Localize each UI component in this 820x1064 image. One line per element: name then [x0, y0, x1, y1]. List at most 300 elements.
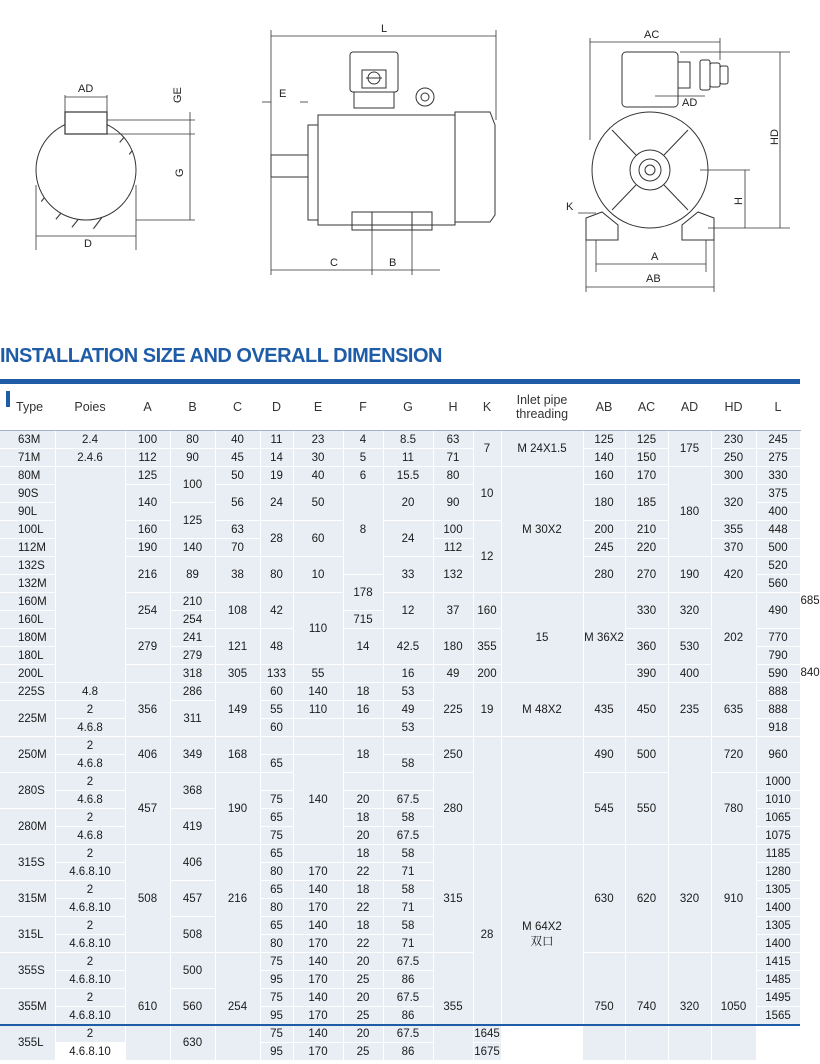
cell-d: 48: [260, 629, 293, 665]
cell-g: 11: [383, 449, 433, 467]
cell-c: 45: [215, 449, 260, 467]
cell-f: 8: [343, 485, 383, 575]
cell-ad: [668, 737, 711, 845]
cell-poles: 4.6.8.10: [55, 899, 125, 917]
cell-b: 500: [170, 953, 215, 989]
inlet-thread-value: M 64X2: [522, 920, 562, 933]
cell-poles: 2.4: [55, 431, 125, 449]
cell-ad: 320: [668, 953, 711, 1061]
label-a: A: [651, 251, 659, 263]
cell-ab: 330: [625, 593, 668, 629]
table-row: 200L 318 305 133 55 16 49 200 390 400 590 840: [0, 665, 800, 683]
cell-l: 400: [756, 503, 800, 521]
cell-c: 168: [215, 737, 260, 773]
cell-hd: 230: [711, 431, 756, 449]
cell-e: [293, 737, 343, 755]
cell-f: [343, 719, 383, 737]
col-d: D: [260, 384, 293, 431]
cell-ab: 355: [473, 629, 501, 665]
cell-g: 58: [383, 881, 433, 899]
cell-l: 770: [756, 629, 800, 647]
cell-type: 160L: [0, 611, 55, 629]
cell-b: 508: [170, 917, 215, 953]
cell-poles: 4.6.8.10: [55, 935, 125, 953]
cell-poles: 2: [55, 953, 125, 971]
label-e: E: [279, 88, 287, 100]
cell-l: 1400: [756, 899, 800, 917]
cell-f: 16: [383, 665, 433, 683]
col-h: H: [433, 384, 473, 431]
cell-g: 86: [383, 1007, 433, 1025]
cell-e: 140: [293, 755, 343, 845]
cell-c: 89: [170, 557, 215, 593]
cell-type: 280M: [0, 809, 55, 845]
cell-e: [293, 719, 343, 737]
cell-type: 280S: [0, 773, 55, 809]
cell-ac: 210: [625, 521, 668, 539]
label-b: B: [389, 257, 397, 269]
cell-ab: 245: [583, 539, 625, 557]
cell-h: 80: [433, 467, 473, 485]
cell-e: 170: [293, 935, 343, 953]
cell-f: 20: [343, 953, 383, 971]
cell-b: 125: [170, 503, 215, 539]
cell-poles: 4.6.8: [55, 719, 125, 737]
cell-ac: 125: [625, 431, 668, 449]
cell-ad: 202: [711, 593, 756, 683]
cell-c: 63: [215, 521, 260, 539]
cell-ab: 390: [625, 665, 668, 683]
cell-g: 67.5: [383, 1025, 433, 1043]
cell-b: 311: [170, 701, 215, 737]
cell-h: 63: [433, 431, 473, 449]
cell-f: 25: [343, 1007, 383, 1025]
cell-poles: 2: [55, 809, 125, 827]
cell-e: 50: [293, 485, 343, 521]
cell-b: 80: [170, 431, 215, 449]
cell-h: 180: [433, 629, 473, 665]
cell-ac: 220: [625, 539, 668, 557]
cell-c: 254: [215, 953, 260, 1061]
cell-e: 30: [293, 449, 343, 467]
cell-f: 14: [343, 629, 383, 665]
cell-poles: 4.6.8: [55, 791, 125, 809]
cell-g: 42.5: [383, 629, 433, 665]
cell-l: 1305: [756, 881, 800, 899]
cell-hd: 355: [711, 521, 756, 539]
cell-f: 12: [383, 593, 433, 629]
cell-poles: 2: [55, 845, 125, 863]
cell-f: 18: [343, 809, 383, 827]
table-row: [0, 737, 800, 755]
cell-l: 1010: [756, 791, 800, 809]
cell-c: 56: [215, 485, 260, 521]
cell-f: 22: [343, 935, 383, 953]
col-hd: HD: [711, 384, 756, 431]
cell-d: 75: [260, 989, 293, 1007]
cell-g: 33: [383, 557, 433, 593]
label-hd: HD: [769, 129, 781, 145]
cell-f: 22: [343, 863, 383, 881]
cell-ac: 150: [625, 449, 668, 467]
cell-l: 1495: [756, 989, 800, 1007]
cell-f: 10: [293, 557, 343, 593]
cell-f: 5: [343, 449, 383, 467]
col-k: K: [473, 384, 501, 431]
cell-c: 190: [215, 773, 260, 845]
table-row: [0, 683, 800, 701]
label-d: D: [84, 238, 92, 250]
label-ad-front: AD: [682, 97, 698, 109]
cell-g: 53: [383, 719, 433, 737]
cell-l: 1485: [756, 971, 800, 989]
col-inlet-line2: threading: [515, 407, 569, 421]
cell-l: 520: [756, 557, 800, 575]
cell-d: 14: [260, 449, 293, 467]
cell-ab: 490: [583, 737, 625, 773]
cell-a: 190: [125, 539, 170, 557]
cell-e: 140: [293, 989, 343, 1007]
cell-b: 90: [170, 449, 215, 467]
cell-ac: 170: [625, 467, 668, 485]
cell-a: 406: [125, 737, 170, 773]
cell-k: 15: [501, 593, 583, 683]
cell-l: 1280: [756, 863, 800, 881]
cell-ab: 630: [583, 845, 625, 953]
cell-f: 20: [343, 1025, 383, 1043]
cell-k: 7: [473, 431, 501, 467]
cell-hd: 250: [711, 449, 756, 467]
cell-g: 53: [383, 683, 433, 701]
cell-c: 149: [215, 683, 260, 737]
cell-b: 630: [170, 1025, 215, 1061]
cell-ac: 400: [668, 665, 711, 683]
cell-hd: 780: [711, 773, 756, 845]
cell-b: 210: [170, 593, 215, 611]
cell-type: 90L: [0, 503, 55, 521]
cell-d: 75: [260, 791, 293, 809]
cell-l: 1000: [756, 773, 800, 791]
cell-b: 368: [170, 773, 215, 809]
cell-e: 170: [293, 1043, 343, 1061]
shaft-end-view: [0, 83, 195, 250]
cell-a: 112: [125, 449, 170, 467]
col-inlet: [501, 384, 583, 431]
cell-f: 18: [343, 683, 383, 701]
cell-d: 55: [293, 665, 343, 683]
cell-h: 280: [433, 773, 473, 845]
col-f: F: [343, 384, 383, 431]
cell-h: 355: [433, 953, 473, 1061]
cell-type: 225S: [0, 683, 55, 701]
cell-d: 80: [260, 899, 293, 917]
label-ge: GE: [172, 87, 184, 103]
cell-f: 25: [343, 1043, 383, 1061]
cell-poles: 2: [55, 917, 125, 935]
cell-c: 216: [215, 845, 260, 953]
cell-l: 960: [756, 737, 800, 773]
cell-type: 180M: [0, 629, 55, 647]
cell-l: 330: [756, 467, 800, 485]
col-g: G: [383, 384, 433, 431]
cell-d: 75: [260, 953, 293, 971]
cell-k: 19: [473, 683, 501, 737]
dimension-table-container: [0, 384, 820, 1058]
cell-a: 279: [125, 629, 170, 665]
cell-l: 1415: [756, 953, 800, 971]
cell-poles: [55, 467, 125, 683]
cell-ad: 175: [668, 431, 711, 467]
table-header-row: [0, 384, 800, 431]
cell-e: 140: [293, 917, 343, 935]
cell-b: 457: [170, 881, 215, 917]
cell-e: 140: [293, 881, 343, 899]
cell-f: 20: [343, 791, 383, 809]
cell-d: 65: [260, 881, 293, 899]
cell-f: 18: [343, 881, 383, 899]
cell-hd: 420: [711, 557, 756, 593]
cell-e: 60: [293, 521, 343, 557]
cell-f: [343, 773, 383, 791]
cell-ac: 740: [625, 953, 668, 1061]
cell-d: 38: [215, 557, 260, 593]
cell-inlet: [501, 845, 583, 1025]
side-view: [262, 23, 496, 275]
cell-d: 60: [260, 683, 293, 701]
cell-poles: 4.6.8.10: [55, 971, 125, 989]
cell-l: 448: [756, 521, 800, 539]
inlet-double-port: 双口: [530, 935, 554, 948]
cell-b: 419: [170, 809, 215, 845]
cell-poles: 4.6.8.10: [55, 1043, 125, 1061]
cell-b: 241: [170, 629, 215, 647]
cell-hd: 530: [668, 629, 711, 665]
cell-d: 95: [260, 1043, 293, 1061]
cell-ac: 450: [625, 683, 668, 737]
cell-poles: 2.4.6: [55, 449, 125, 467]
cell-g: 58: [383, 755, 433, 773]
cell-l: 1400: [756, 935, 800, 953]
cell-inlet: M 36X2: [583, 593, 625, 683]
cell-g: 67.5: [383, 989, 433, 1007]
cell-g: 86: [383, 1043, 433, 1061]
cell-a: 356: [125, 683, 170, 737]
dimension-drawings: [0, 0, 800, 310]
cell-l: 1185: [756, 845, 800, 863]
cell-c: 50: [215, 467, 260, 485]
cell-f: 22: [343, 899, 383, 917]
cell-ab: 280: [583, 557, 625, 593]
table-row: 160M 254 210 108 42 110 12 37 160 15 M 36X2 330 320 202 490 685: [0, 593, 800, 611]
cell-k: 12: [473, 521, 501, 593]
cell-g: 71: [383, 935, 433, 953]
cell-c: 133: [260, 665, 293, 683]
section-title: INSTALLATION SIZE AND OVERALL DIMENSION: [0, 345, 442, 367]
cell-a: 125: [125, 467, 170, 485]
cell-e: 170: [293, 899, 343, 917]
cell-a: 216: [125, 557, 170, 593]
cell-b: 560: [170, 989, 215, 1025]
label-c: C: [330, 257, 338, 269]
cell-d: 65: [260, 917, 293, 935]
table-row: [0, 845, 800, 863]
cell-e: 140: [293, 683, 343, 701]
cell-type: 132S: [0, 557, 55, 575]
cell-b: 100: [170, 467, 215, 503]
col-poles: Poies: [55, 384, 125, 431]
cell-h: 250: [433, 737, 473, 773]
cell-type: 250M: [0, 737, 55, 773]
cell-hd: 635: [711, 683, 756, 737]
cell-type: 100L: [0, 521, 55, 539]
cell-l: 918: [756, 719, 800, 737]
label-ad-shaft: AD: [78, 83, 94, 95]
cell-hd: 300: [711, 467, 756, 485]
cell-type: 90S: [0, 485, 55, 503]
cell-k: 28: [473, 845, 501, 1025]
cell-l: 1675: [473, 1043, 501, 1061]
cell-l: 1075: [756, 827, 800, 845]
cell-b: 254: [170, 611, 215, 629]
cell-e: [343, 665, 383, 683]
cell-g: 58: [383, 917, 433, 935]
cell-ab: 180: [583, 485, 625, 521]
cell-l: 888: [756, 701, 800, 719]
table-bottom-rule: [0, 1024, 800, 1026]
cell-d: [260, 737, 293, 755]
cell-d: 80: [260, 935, 293, 953]
cell-ab: 125: [583, 431, 625, 449]
cell-f: 20: [343, 827, 383, 845]
cell-type: 180L: [0, 647, 55, 665]
cell-f: 20: [343, 989, 383, 1007]
cell-poles: 4.6.8: [55, 755, 125, 773]
cell-l: 375: [756, 485, 800, 503]
cell-e: 170: [293, 863, 343, 881]
cell-l: 1565: [756, 1007, 800, 1025]
dimension-table: [0, 384, 820, 1061]
cell-ad: 180: [668, 467, 711, 557]
cell-d: 55: [260, 701, 293, 719]
cell-d: 65: [260, 845, 293, 863]
cell-h: 315: [433, 845, 473, 953]
cell-e: [293, 845, 343, 863]
cell-g: 67.5: [383, 791, 433, 809]
cell-hd: 370: [711, 539, 756, 557]
cell-l: 275: [756, 449, 800, 467]
cell-e: 110: [293, 701, 343, 719]
col-c: C: [215, 384, 260, 431]
label-ab: AB: [646, 273, 661, 285]
cell-f: 6: [343, 467, 383, 485]
cell-c: 40: [215, 431, 260, 449]
cell-ad: 320: [668, 845, 711, 953]
cell-hd: 320: [711, 485, 756, 521]
cell-b: 406: [170, 845, 215, 881]
cell-h: 71: [433, 449, 473, 467]
cell-g: 24: [383, 521, 433, 557]
cell-f: 4: [343, 431, 383, 449]
cell-e: 110: [293, 593, 343, 665]
cell-d: [260, 773, 293, 791]
cell-a: 457: [125, 773, 170, 845]
col-e: E: [293, 384, 343, 431]
cell-c: 108: [215, 593, 260, 629]
col-l: L: [756, 384, 800, 431]
cell-g: 8.5: [383, 431, 433, 449]
cell-d: 75: [260, 827, 293, 845]
table-row: [0, 953, 800, 971]
cell-b: 349: [170, 737, 215, 773]
cell-poles: 2: [55, 989, 125, 1007]
col-ab: AB: [583, 384, 625, 431]
cell-ab: 750: [583, 953, 625, 1061]
cell-ac: 320: [668, 593, 711, 629]
cell-d: 65: [260, 755, 293, 773]
cell-hd: 720: [711, 737, 756, 773]
cell-ac: 550: [625, 773, 668, 845]
cell-d: 60: [260, 719, 293, 737]
cell-ab: 200: [583, 521, 625, 539]
cell-b: 140: [170, 539, 215, 557]
cell-hd: 1050: [711, 953, 756, 1061]
cell-d: 75: [260, 1025, 293, 1043]
cell-hd: 590: [756, 665, 800, 683]
cell-b: 286: [170, 683, 215, 701]
cell-poles: 4.8: [55, 683, 125, 701]
cell-l: 1305: [756, 917, 800, 935]
cell-inlet: M 48X2: [501, 683, 583, 737]
cell-ab: 160: [583, 467, 625, 485]
col-type: Type: [0, 384, 55, 431]
cell-c: 70: [215, 539, 260, 557]
cell-a: 140: [125, 485, 170, 521]
cell-b: 279: [170, 647, 215, 665]
cell-d: 65: [260, 809, 293, 827]
cell-l: 1065: [756, 809, 800, 827]
cell-type: 160M: [0, 593, 55, 611]
cell-e: 80: [260, 557, 293, 593]
label-k: K: [566, 201, 574, 213]
cell-g: 49: [383, 701, 433, 719]
cell-k: [473, 737, 501, 845]
cell-type: 200L: [0, 665, 55, 683]
cell-d: 80: [260, 863, 293, 881]
cell-g: 71: [383, 863, 433, 881]
cell-type: 315L: [0, 917, 55, 953]
cell-type: 355L: [0, 1025, 55, 1061]
table-row: [0, 431, 800, 449]
cell-type: 71M: [0, 449, 55, 467]
cell-ac: 270: [625, 557, 668, 593]
cell-h: 200: [473, 665, 501, 683]
cell-ab: 140: [583, 449, 625, 467]
cell-d: 95: [260, 1007, 293, 1025]
cell-ac: 500: [625, 737, 668, 773]
cell-inlet: [501, 737, 583, 845]
cell-f: 18: [343, 917, 383, 935]
cell-g: 71: [383, 899, 433, 917]
cell-type: 63M: [0, 431, 55, 449]
cell-type: 315S: [0, 845, 55, 881]
cell-g: [383, 773, 433, 791]
cell-g: 67.5: [383, 953, 433, 971]
cell-e: 40: [293, 467, 343, 485]
table-body: [0, 431, 820, 1061]
cell-poles: 4.6.8: [55, 827, 125, 845]
cell-ac: 360: [625, 629, 668, 665]
cell-poles: 2: [55, 737, 125, 755]
